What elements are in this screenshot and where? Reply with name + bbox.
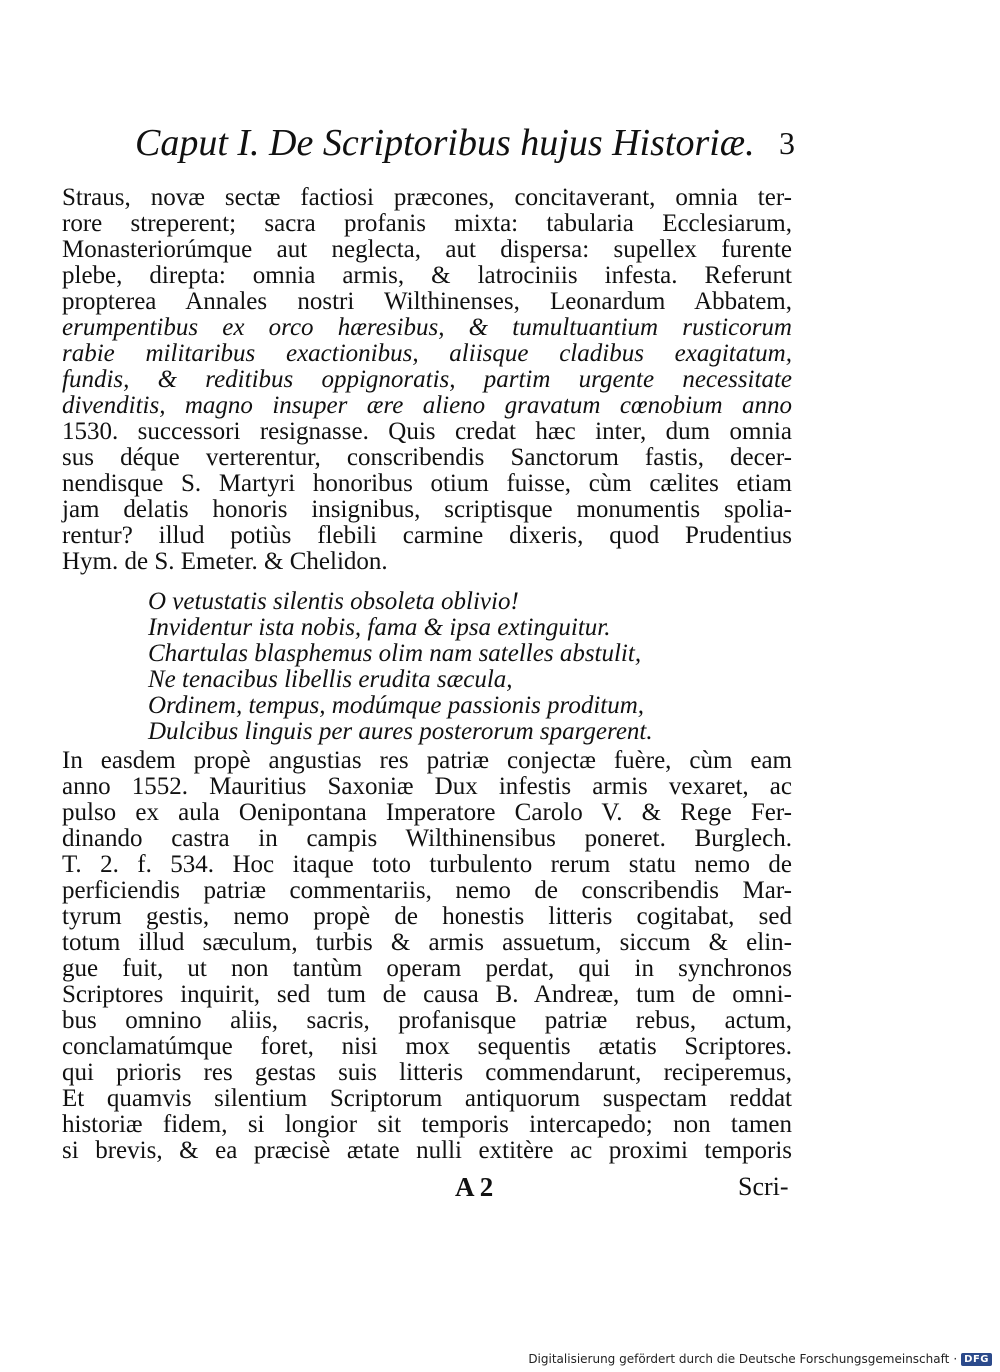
verse-quotation bbox=[148, 589, 768, 745]
dfg-logo-icon: DFG bbox=[961, 1353, 992, 1366]
text-line: 1530. successori resignasse. Quis credat hæc inter, dum omnia bbox=[62, 418, 792, 445]
text-line: conclamatúmque foret, nisi mox sequentis ætatis Scriptores. bbox=[62, 1033, 792, 1060]
text-line: fundis, & reditibus oppignoratis, partim urgente necessitate bbox=[62, 366, 792, 393]
credit-text: Digitalisierung gefördert durch die Deutsche Forschungsgemeinschaft bbox=[528, 1352, 950, 1366]
text-line: dinando castra in campis Wilthinensibus poneret. Burglech. bbox=[62, 825, 792, 852]
text-line: qui prioris res gestas suis litteris commendarunt, reciperemus, bbox=[62, 1059, 792, 1086]
text-line: propterea Annales nostri Wilthinenses, Leonardum Abbatem, bbox=[62, 288, 792, 315]
header-title: Caput I. De Scriptoribus hujus Historiæ. bbox=[135, 122, 755, 164]
text-line: rore streperent; sacra profanis mixta: tabularia Ecclesiarum, bbox=[62, 210, 792, 237]
verse-line: Ne tenacibus libellis erudita sæcula, bbox=[148, 666, 513, 693]
text-line: sus déque verterentur, conscribendis Sanctorum fastis, decer- bbox=[62, 444, 792, 471]
text-line: jam delatis honoris insignibus, scriptisque monumentis spolia- bbox=[62, 496, 792, 523]
text-line: totum illud sæculum, turbis & armis assuetum, siccum & elin- bbox=[62, 929, 792, 956]
text-line: erumpentibus ex orco hæresibus, & tumultuantium rusticorum bbox=[62, 314, 792, 341]
text-line: pulso ex aula Oenipontana Imperatore Carolo V. & Rege Fer- bbox=[62, 799, 792, 826]
text-line: historiæ fidem, si longior sit temporis intercapedo; non tamen bbox=[62, 1111, 792, 1138]
text-line: Et quamvis silentium Scriptorum antiquorum suspectam reddat bbox=[62, 1085, 792, 1112]
body-text-block-2 bbox=[62, 748, 792, 1164]
verse-line: Dulcibus linguis per aures posterorum spargerent. bbox=[148, 718, 653, 745]
digitization-credit: Digitalisierung gefördert durch die Deutsche Forschungsgemeinschaft · DFG bbox=[528, 1350, 992, 1368]
body-text-block-1 bbox=[62, 185, 792, 575]
text-line: Monasteriorúmque aut neglecta, aut dispersa: supellex furente bbox=[62, 236, 792, 263]
text-line: anno 1552. Mauritius Saxoniæ Dux infestis armis vexaret, ac bbox=[62, 773, 792, 800]
catchword: Scri- bbox=[738, 1172, 789, 1201]
text-line: In easdem propè angustias res patriæ conjectæ fuère, cùm eam bbox=[62, 747, 792, 774]
text-line: perficiendis patriæ commentariis, nemo de conscribendis Mar- bbox=[62, 877, 792, 904]
text-line: si brevis, & ea præcisè ætate nulli extitère ac proximi temporis bbox=[62, 1137, 792, 1164]
text-line: bus omnino aliis, sacris, profanisque patriæ rebus, actum, bbox=[62, 1007, 792, 1034]
text-line: T. 2. f. 534. Hoc itaque toto turbulento rerum statu nemo de bbox=[62, 851, 792, 878]
text-line: tyrum gestis, nemo propè de honestis litteris cogitabat, sed bbox=[62, 903, 792, 930]
page-number: 3 bbox=[779, 125, 795, 161]
text-line: nendisque S. Martyri honoribus otium fuisse, cùm cælites etiam bbox=[62, 470, 792, 497]
signature-mark: A 2 bbox=[455, 1172, 494, 1202]
verse-line: O vetustatis silentis obsoleta oblivio! bbox=[148, 588, 519, 615]
text-line: rabie militaribus exactionibus, aliisque cladibus exagitatum, bbox=[62, 340, 792, 367]
verse-line: Chartulas blasphemus olim nam satelles abstulit, bbox=[148, 640, 642, 667]
text-line: gue fuit, ut non tantùm operam perdat, qui in synchronos bbox=[62, 955, 792, 982]
text-line: Hym. de S. Emeter. & Chelidon. bbox=[62, 548, 388, 575]
text-line: plebe, direpta: omnia armis, & latrociniis infesta. Referunt bbox=[62, 262, 792, 289]
text-line: Straus, novæ sectæ factiosi præcones, concitaverant, omnia ter- bbox=[62, 184, 792, 211]
running-header bbox=[135, 118, 795, 168]
text-line: Scriptores inquirit, sed tum de causa B. Andreæ, tum de omni- bbox=[62, 981, 792, 1008]
text-line: divenditis, magno insuper ære alieno gravatum cœnobium anno bbox=[62, 392, 792, 419]
verse-line: Invidentur ista nobis, fama & ipsa extinguitur. bbox=[148, 614, 611, 641]
verse-line: Ordinem, tempus, modúmque passionis proditum, bbox=[148, 692, 645, 719]
text-line: rentur? illud potiùs flebili carmine dixeris, quod Prudentius bbox=[62, 522, 792, 549]
